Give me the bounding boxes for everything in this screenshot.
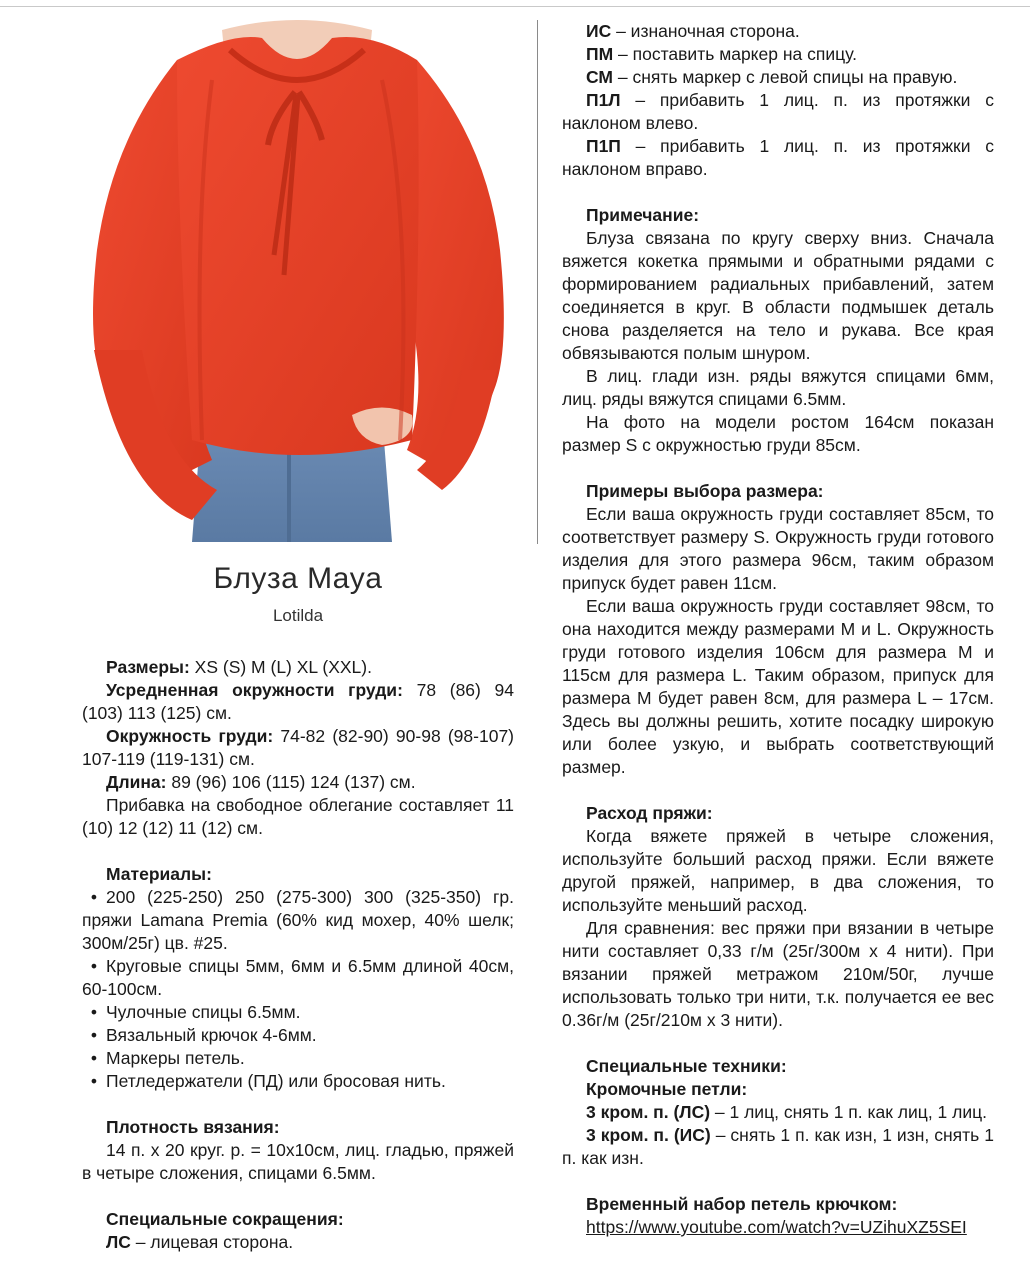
abbr-sm-line — [562, 66, 994, 89]
note-paragraph: В лиц. глади изн. ряды вяжутся спицами 6мм, лиц. ряды вяжутся спицами 6.5мм. — [562, 366, 994, 409]
abbr-desc: – изнаночная сторона. — [611, 21, 800, 41]
edge-ls-term: 3 кром. п. (ЛС) — [586, 1102, 711, 1122]
abbr-heading: Специальные сокращения: — [106, 1209, 344, 1229]
abbr-term: ИС — [586, 21, 612, 41]
product-photo — [82, 20, 514, 542]
sweater-photo-illustration — [82, 20, 514, 542]
note-paragraph: На фото на модели ростом 164см показан размер S с окружностью груди 85см. — [562, 412, 994, 455]
edge-is-term: 3 кром. п. (ИС) — [586, 1125, 711, 1145]
cast-heading: Временный набор петель крючком: — [586, 1194, 898, 1214]
yarn-paragraph: Для сравнения: вес пряжи при вязании в четыре нити составляет 0,33 г/м (25г/300м х 4 нити). При вязании пряжей метражом 210м/50г, лучше использовать только три нити, т.к. получается ее вес 0.36г/м (25г/210м х 3 нити). — [562, 918, 994, 1030]
list-item: • Вязальный крючок 4-6мм. — [82, 1024, 514, 1047]
edge-heading: Кромочные петли: — [586, 1079, 748, 1099]
top-border — [0, 6, 1030, 7]
avg-chest-label: Усредненная окружности груди: — [106, 680, 403, 700]
left-column — [82, 656, 514, 1254]
materials-heading: Материалы: — [106, 864, 212, 884]
yarn-paragraph: Когда вяжете пряжей в четыре сложения, используйте больший расход пряжи. Если вяжете другой пряжей, например, в два сложения, то используйте меньший расход. — [562, 826, 994, 915]
abbr-is-line — [562, 20, 994, 43]
list-item: • 200 (225-250) 250 (275-300) 300 (325-350) гр. пряжи Lamana Premia (60% кид мохер, 40% шелк; 300м/25г) цв. #25. — [82, 886, 514, 955]
gauge-heading: Плотность вязания: — [106, 1117, 280, 1137]
sizes-label: Размеры: — [106, 657, 190, 677]
ease-text: Прибавка на свободное облегание составляет 11 (10) 12 (12) 11 (12) см. — [82, 795, 514, 838]
abbr-desc: – поставить маркер на спицу. — [613, 44, 858, 64]
abbr-desc: – снять маркер с левой спицы на правую. — [613, 67, 958, 87]
cast-video-link[interactable]: https://www.youtube.com/watch?v=UZihuXZ5SEI — [586, 1217, 967, 1237]
list-item: • Петледержатели (ПД) или бросовая нить. — [82, 1070, 514, 1093]
avg-chest-line — [82, 679, 514, 725]
list-item: • Маркеры петель. — [82, 1047, 514, 1070]
length-line — [82, 771, 514, 794]
abbr-desc: – прибавить 1 лиц. п. из протяжки с наклоном вправо. — [562, 136, 994, 179]
list-item: • Чулочные спицы 6.5мм. — [82, 1001, 514, 1024]
edge-ls-line — [562, 1101, 994, 1124]
abbr-term: СМ — [586, 67, 613, 87]
length-value: 89 (96) 106 (115) 124 (137) см. — [166, 772, 416, 792]
cast-link-line — [562, 1216, 994, 1239]
abbr-ls-term: ЛС — [106, 1232, 131, 1252]
pattern-author: Lotilda — [272, 606, 324, 625]
abbr-term: ПМ — [586, 44, 614, 64]
title-block — [82, 562, 514, 626]
abbr-ls-line — [82, 1231, 514, 1254]
size-paragraph: Если ваша окружность груди составляет 98см, то она находится между размерами M и L. Окружность груди готового изделия 106см для размера M и 115см для размера L. Таким образом, припуск для размера M будет равен 8см, для размера L – 17см. Здесь вы должны решить, хотите посадку широкую или более узкую, и выбрать соответствующий размер. — [562, 596, 994, 777]
note-paragraph: Блуза связана по кругу сверху вниз. Сначала вяжется кокетка прямыми и обратными рядами с формированием радиальных прибавлений, затем соединяется в круг. В области подмышек деталь снова разделяется на тело и рукава. Все края обвязываются полым шнуром. — [562, 228, 994, 363]
chest-label: Окружность груди: — [106, 726, 274, 746]
abbr-p1l-line — [562, 89, 994, 135]
column-divider — [537, 20, 538, 544]
abbr-ls-desc: – лицевая сторона. — [130, 1232, 294, 1252]
abbr-pm-line — [562, 43, 994, 66]
list-item: • Круговые спицы 5мм, 6мм и 6.5мм длиной 40см, 60-100см. — [82, 955, 514, 1001]
edge-ls-desc: – 1 лиц, снять 1 п. как лиц, 1 лиц. — [710, 1102, 988, 1122]
yarn-heading: Расход пряжи: — [586, 803, 713, 823]
chest-value: 74-82 (82-90) 90-98 (98-107) 107-119 (119-131) см. — [82, 726, 515, 769]
abbr-desc: – прибавить 1 лиц. п. из протяжки с наклоном влево. — [562, 90, 994, 133]
abbr-p1p-line — [562, 135, 994, 181]
edge-is-line — [562, 1124, 994, 1170]
avg-chest-value: 78 (86) 94 (103) 113 (125) см. — [82, 680, 515, 723]
edge-is-desc: – снять 1 п. как изн, 1 изн, снять 1 п. как изн. — [562, 1125, 994, 1168]
gauge-text: 14 п. х 20 круг. р. = 10х10см, лиц. гладью, пряжей в четыре сложения, спицами 6.5мм. — [82, 1140, 514, 1183]
size-paragraph: Если ваша окружность груди составляет 85см, то соответствует размеру S. Окружность груди готового изделия для этого размера 96см, таким образом припуск будет равен 11см. — [562, 504, 994, 593]
size-heading: Примеры выбора размера: — [586, 481, 824, 501]
sizes-line — [82, 656, 514, 679]
note-heading: Примечание: — [586, 205, 700, 225]
tech-heading: Специальные техники: — [586, 1056, 787, 1076]
pattern-title: Блуза Maya — [213, 562, 383, 595]
abbr-term: П1Л — [586, 90, 621, 110]
sizes-value: XS (S) M (L) XL (XXL). — [189, 657, 372, 677]
materials-list — [82, 886, 514, 1093]
length-label: Длина: — [106, 772, 167, 792]
chest-line — [82, 725, 514, 771]
right-column — [562, 20, 994, 1239]
abbr-term: П1П — [586, 136, 621, 156]
